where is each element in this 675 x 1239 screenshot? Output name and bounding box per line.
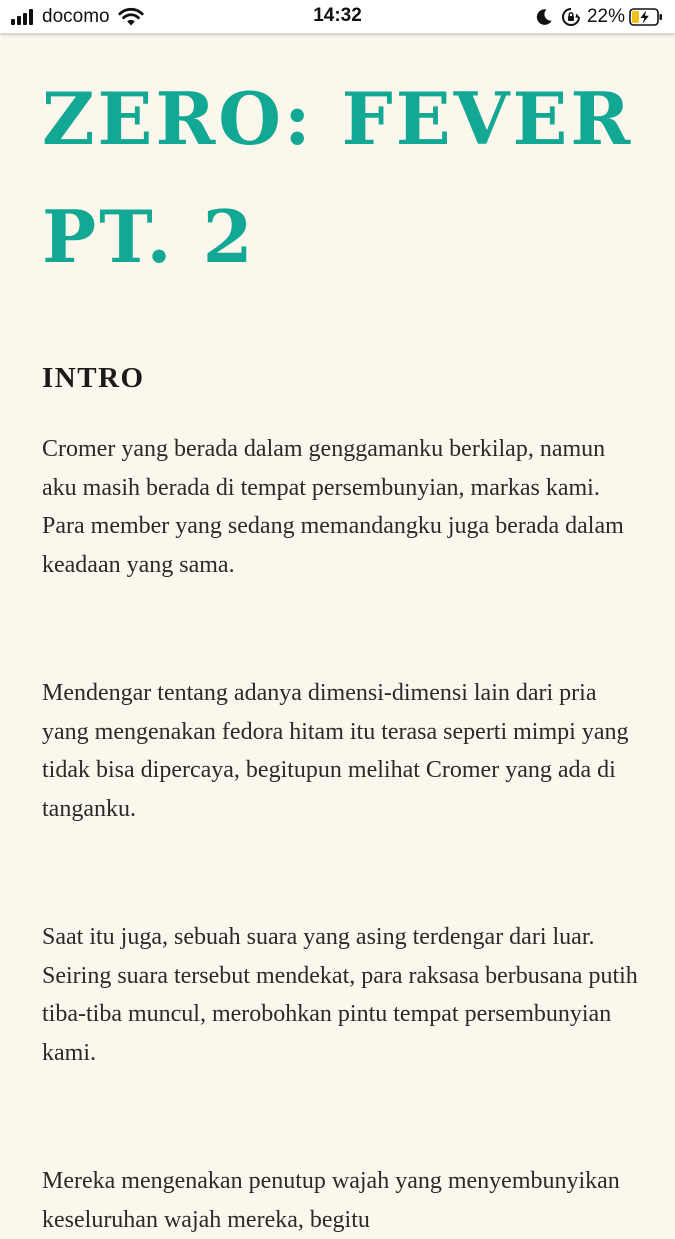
carrier-name: docomo — [42, 6, 110, 27]
status-bar — [0, 0, 675, 33]
status-right — [535, 5, 663, 29]
paragraph-2: Mendengar tentang adanya dimensi-dimensi lain dari pria yang mengenakan fedora hitam itu terasa seperti mimpi yang tidak bisa dipercaya, begitupun melihat Cromer yang ada di tanganku. — [42, 680, 629, 822]
battery-charging-icon — [629, 7, 663, 27]
paragraph-4: Mereka mengenakan penutup wajah yang menyembunyikan keseluruhan wajah mereka, begitu — [42, 1168, 620, 1233]
moon-icon — [535, 8, 553, 26]
rotation-lock-icon — [561, 7, 581, 27]
article-title: ZERO: FEVER PT. 2 — [42, 76, 634, 279]
paragraph-1: Cromer yang berada dalam genggamanku berkilap, namun aku masih berada di tempat persembunyian, markas kami. Para member yang sedang memandangku juga berada dalam keadaan yang sama. — [42, 436, 624, 578]
battery-percentage: 22% — [586, 6, 625, 27]
paragraph-3: Saat itu juga, sebuah suara yang asing terdengar dari luar. Seiring suara tersebut mendekat, para raksasa berbusana putih tiba-tiba muncul, merobohkan pintu tempat persembunyian kami. — [42, 924, 638, 1066]
status-time: 14:32 — [313, 5, 362, 26]
article — [42, 60, 642, 1239]
section-heading-intro: INTRO — [42, 362, 145, 394]
